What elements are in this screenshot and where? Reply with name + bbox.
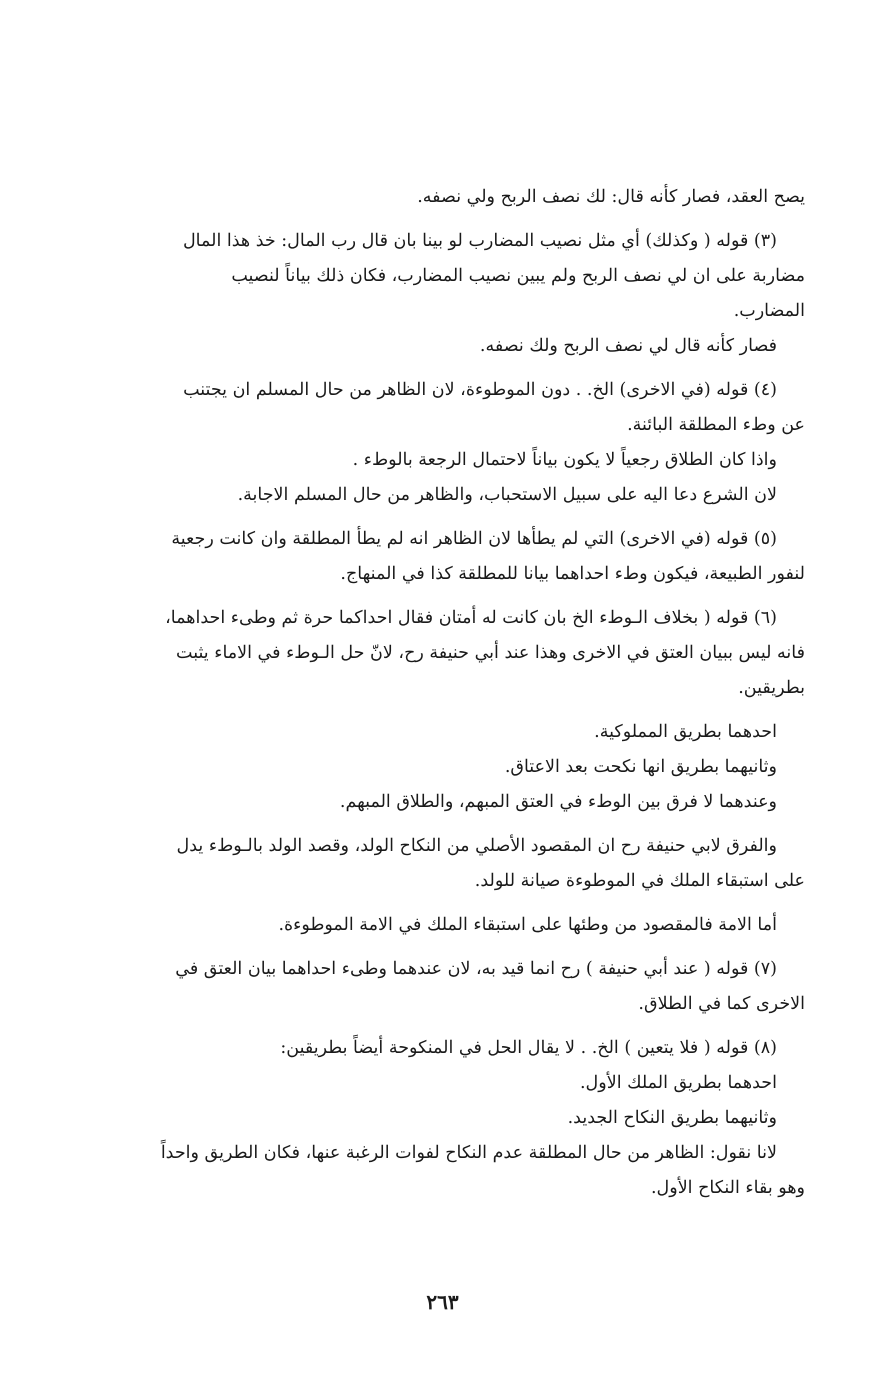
page-body <box>125 180 805 1206</box>
text-line: احدهما بطريق المملوكية. <box>594 722 777 742</box>
paragraph-note-4-cont-1 <box>125 443 805 478</box>
paragraph-note-3 <box>125 224 805 329</box>
text-line: بطريقين. <box>738 678 805 698</box>
text-line: لنفور الطبيعة، فيكون وطء احداهما بيانا للمطلقة كذا في المنهاج. <box>340 564 805 584</box>
paragraph-note-8-cont-1 <box>125 1066 805 1101</box>
paragraph-note-6-cont-3 <box>125 785 805 820</box>
paragraph-note-6 <box>125 601 805 706</box>
text-line: فانه ليس ببيان العتق في الاخرى وهذا عند أبي حنيفة رح، لانّ حل الـوطء في الاماء يثبت <box>176 643 805 663</box>
text-line: على استبقاء الملك في الموطوءة صيانة للولد. <box>474 871 805 891</box>
text-line: والفرق لابي حنيفة رح ان المقصود الأصلي من النكاح الولد، وقصد الولد بالـوطء يدل <box>176 836 777 856</box>
text-line: (٤) قوله (في الاخرى) الخ. . دون الموطوءة، لان الظاهر من حال المسلم ان يجتنب <box>183 380 777 400</box>
paragraph-note-5 <box>125 522 805 592</box>
text-line: وهو بقاء النكاح الأول. <box>650 1178 805 1198</box>
text-line: (٣) قوله ( وكذلك) أي مثل نصيب المضارب لو بينا بان قال رب المال: خذ هذا المال <box>182 231 777 251</box>
text-line: احدهما بطريق الملك الأول. <box>579 1073 777 1093</box>
text-line: وثانيهما بطريق النكاح الجديد. <box>567 1108 777 1128</box>
text-line: (٥) قوله (في الاخرى) التي لم يطأها لان الظاهر انه لم يطأ المطلقة وان كانت رجعية <box>171 529 777 549</box>
text-line: وعندهما لا فرق بين الوطء في العتق المبهم، والطلاق المبهم. <box>339 792 777 812</box>
paragraph-note-8-cont-2 <box>125 1101 805 1136</box>
text-line: يصح العقد، فصار كأنه قال: لك نصف الربح ولي نصفه. <box>417 187 805 207</box>
paragraph-note-4-cont-2 <box>125 478 805 513</box>
paragraph-note-8 <box>125 1031 805 1066</box>
text-line: عن وطء المطلقة البائنة. <box>627 415 805 435</box>
text-line: المضارب. <box>733 301 805 321</box>
paragraph-note-6-cont-5 <box>125 908 805 943</box>
paragraph-note-3-cont <box>125 329 805 364</box>
text-line: وثانيهما بطريق انها نكحت بعد الاعتاق. <box>504 757 777 777</box>
text-line: أما الامة فالمقصود من وطئها على استبقاء الملك في الامة الموطوءة. <box>278 915 777 935</box>
paragraph-1 <box>125 180 805 215</box>
text-line: لانا نقول: الظاهر من حال المطلقة عدم النكاح لفوات الرغبة عنها، فكان الطريق واحداً <box>160 1143 777 1163</box>
text-line: فصار كأنه قال لي نصف الربح ولك نصفه. <box>479 336 777 356</box>
text-line: واذا كان الطلاق رجعياً لا يكون بياناً لاحتمال الرجعة بالوطء . <box>352 450 777 470</box>
text-line: (٨) قوله ( فلا يتعين ) الخ. . لا يقال الحل في المنكوحة أيضاً بطريقين: <box>280 1038 777 1058</box>
paragraph-note-6-cont-1 <box>125 715 805 750</box>
text-line: مضاربة على ان لي نصف الربح ولم يبين نصيب المضارب، فكان ذلك بياناً لنصيب <box>231 266 805 286</box>
paragraph-note-4 <box>125 373 805 443</box>
paragraph-note-6-cont-2 <box>125 750 805 785</box>
text-line: الاخرى كما في الطلاق. <box>638 994 805 1014</box>
text-line: (٧) قوله ( عند أبي حنيفة ) رح انما قيد به، لان عندهما وطىء احداهما بيان العتق في <box>175 959 777 979</box>
paragraph-note-8-cont-3 <box>125 1136 805 1206</box>
page-number: ٢٦٣ <box>426 1290 459 1314</box>
paragraph-note-7 <box>125 952 805 1022</box>
paragraph-note-6-cont-4 <box>125 829 805 899</box>
text-line: لان الشرع دعا اليه على سبيل الاستحباب، والظاهر من حال المسلم الاجابة. <box>237 485 777 505</box>
text-line: (٦) قوله ( بخلاف الـوطء الخ بان كانت له أمتان فقال احداكما حرة ثم وطىء احداهما، <box>165 608 777 628</box>
